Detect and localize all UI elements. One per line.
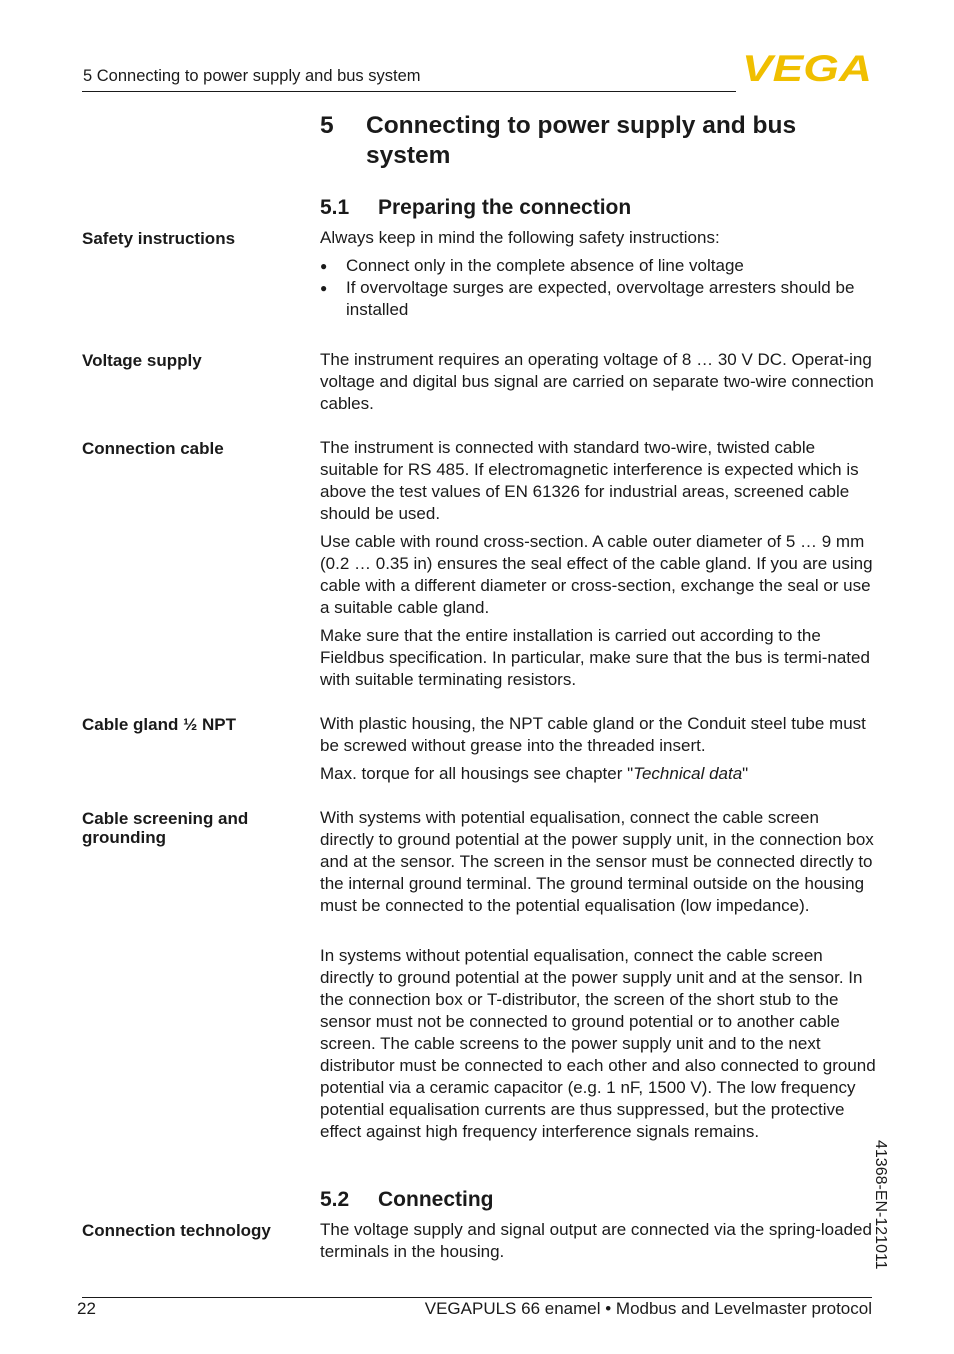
cable-paragraph: Use cable with round cross-section. A cable outer diameter of 5 … 9 mm (0.2 … 0.35 in) ensures the seal effect of the cable gland. If you are using cable with a different diameter or cross-section, exchange the seal or use a suitable cable gland. — [320, 532, 873, 617]
section-title: Connecting — [378, 1188, 494, 1211]
chapter-heading — [320, 111, 860, 175]
section-number: 5.1 — [320, 196, 350, 219]
side-label-connection-cable: Connection cable — [82, 439, 224, 458]
logo-text: VEGA — [742, 52, 872, 84]
footer-rule — [82, 1297, 872, 1298]
side-label-connection-technology: Connection technology — [82, 1221, 271, 1240]
screening-paragraph: In systems without potential equalisation, connect the cable screen directly to ground potential at the power supply unit and at the sensor. In the connection box or T-distributor, the screen of the short stub to the sensor must not be connected to ground potential or to another cable screen. The cable screens to the power supply unit and to the next distributor must be connected to each other and also connected to ground potential via a ceramic capacitor (e.g. 1 nF, 1500 V). The low frequency potential equalisation currents are thus suppressed, but the protective effect against high frequency interference signals remains. — [320, 946, 876, 1141]
document-id: 41368-EN-121011 — [872, 1140, 889, 1270]
safety-intro: Always keep in mind the following safety instructions: — [320, 228, 720, 247]
vega-logo — [742, 52, 872, 84]
list-item: ● Connect only in the complete absence of line voltage — [320, 255, 876, 277]
torque-note — [320, 763, 876, 785]
section-number: 5.2 — [320, 1188, 350, 1211]
side-label-voltage: Voltage supply — [82, 351, 202, 370]
side-label-cable-screening: Cable screening and grounding — [82, 809, 249, 847]
running-head: 5 Connecting to power supply and bus system — [83, 67, 421, 85]
section-heading-5-1 — [320, 195, 860, 221]
torque-suffix: " — [742, 764, 749, 783]
voltage-text: The instrument requires an operating voltage of 8 … 30 V DC. Operat-ing voltage and digital bus signal are carried on separate two-wire connection cables. — [320, 350, 874, 413]
cable-paragraph: The instrument is connected with standard two-wire, twisted cable suitable for RS 485. If electromagnetic interference is expected which is above the test values of EN 61326 for industrial areas, screened cable should be used. — [320, 438, 859, 523]
chapter-number: 5 — [320, 112, 334, 139]
list-item: ● If overvoltage surges are expected, overvoltage arresters should be installed — [320, 277, 876, 321]
technology-text: The voltage supply and signal output are connected via the spring-loaded terminals in the housing. — [320, 1220, 872, 1261]
side-label-cable-gland: Cable gland ½ NPT — [82, 715, 236, 734]
technical-data-reference: Technical data — [633, 764, 743, 783]
gland-text: With plastic housing, the NPT cable gland or the Conduit steel tube must be screwed without grease into the threaded insert. — [320, 714, 866, 755]
torque-prefix: Max. torque for all housings see chapter " — [320, 764, 634, 783]
side-label-safety: Safety instructions — [82, 229, 236, 248]
section-title: Preparing the connection — [378, 196, 632, 219]
safety-list — [320, 255, 876, 321]
footer-title: VEGAPULS 66 enamel • Modbus and Levelmaster protocol — [424, 1299, 872, 1318]
section-heading-5-2 — [320, 1187, 860, 1213]
chapter-title: Connecting to power supply and bus system — [366, 112, 797, 169]
header-rule — [82, 91, 736, 92]
cable-paragraph: Make sure that the entire installation is carried out according to the Fieldbus specification. In particular, make sure that the bus is termi-nated with suitable terminating resistors. — [320, 626, 870, 689]
page-number: 22 — [77, 1299, 96, 1318]
screening-paragraph: With systems with potential equalisation, connect the cable screen directly to ground potential at the power supply unit, in the connection box and at the sensor. The screen in the sensor must be connected directly to the internal ground terminal. The ground terminal outside on the housing must be connected to the potential equalisation (low impedance). — [320, 808, 874, 915]
